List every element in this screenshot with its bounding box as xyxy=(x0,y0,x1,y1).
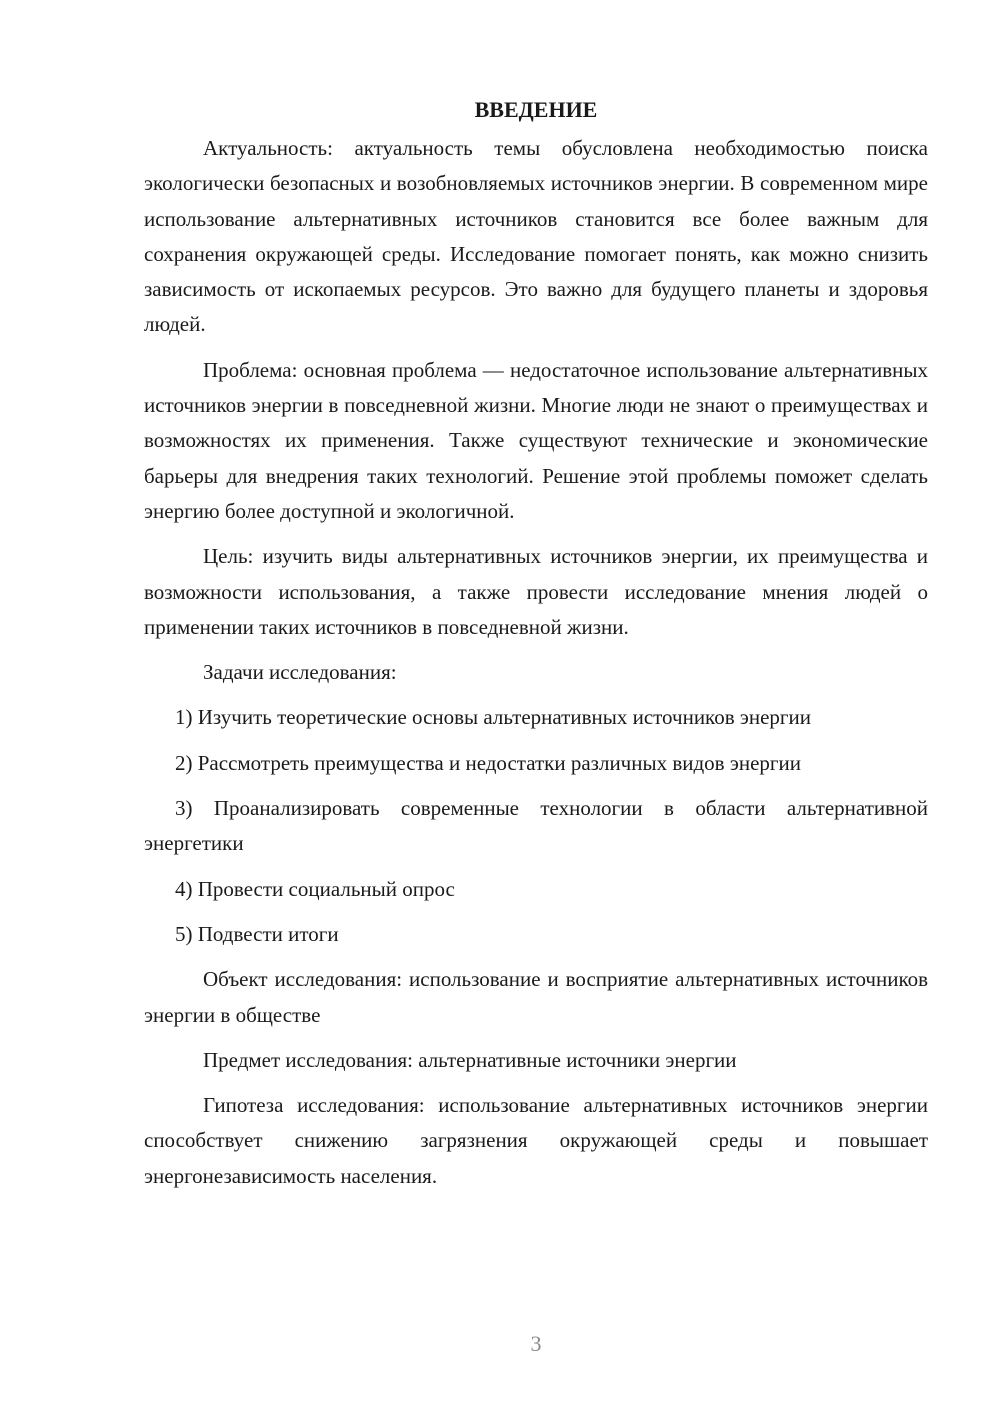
tasks-heading: Задачи исследования: xyxy=(203,660,397,685)
tasks-list xyxy=(144,700,928,952)
paragraph-goal: Цель: изучить виды альтернативных источников энергии, их преимущества и возможности использования, а также провести исследование мнения людей о применении таких источников в повседневной жизни. xyxy=(144,544,928,639)
paragraph-problem: Проблема: основная проблема — недостаточное использование альтернативных источников энергии в повседневной жизни. Многие люди не знают о преимуществах и возможностях их применения. Также существуют технические и экономические барьеры для внедрения таких технологий. Решение этой проблемы поможет сделать энергию более доступной и экологичной. xyxy=(144,357,928,523)
document-page xyxy=(144,92,928,1204)
paragraph-relevance: Актуальность: актуальность темы обусловлена необходимостью поиска экологически безопасных и возобновляемых источников энергии. В современном мире использование альтернативных источников становится все более важным для сохранения окружающей среды. Исследование помогает понять, как можно снизить зависимость от ископаемых ресурсов. Это важно для будущего планеты и здоровья людей. xyxy=(144,136,928,337)
paragraph-object: Объект исследования: использование и восприятие альтернативных источников энергии в обществе xyxy=(144,967,928,1027)
list-item: 2) Рассмотреть преимущества и недостатки различных видов энергии xyxy=(175,750,802,775)
list-item: 4) Провести социальный опрос xyxy=(175,876,455,901)
paragraph-hypothesis: Гипотеза исследования: использование альтернативных источников энергии способствует снижению загрязнения окружающей среды и повышает энергонезависимость населения. xyxy=(144,1093,928,1188)
list-item: 3) Проанализировать современные технологии в области альтернативной энергетики xyxy=(144,796,928,856)
list-item: 5) Подвести итоги xyxy=(175,921,339,946)
page-title: ВВЕДЕНИЕ xyxy=(474,97,598,122)
list-item: 1) Изучить теоретические основы альтернативных источников энергии xyxy=(175,705,812,730)
page-number: 3 xyxy=(530,1331,542,1356)
paragraph-subject: Предмет исследования: альтернативные источники энергии xyxy=(203,1047,737,1072)
